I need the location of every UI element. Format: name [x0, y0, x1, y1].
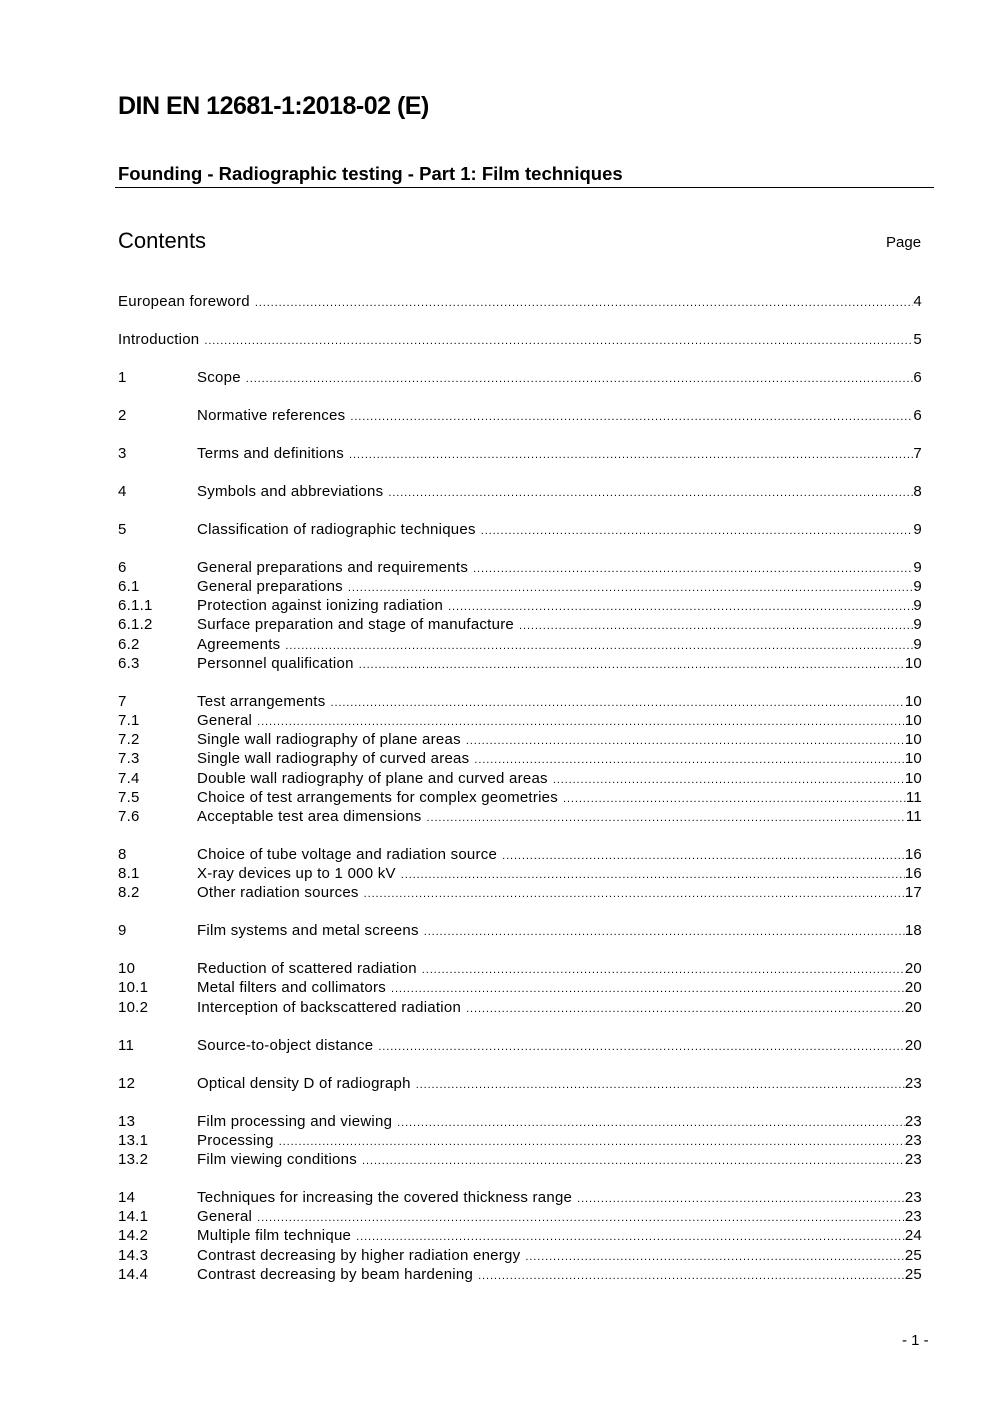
toc-dot-leader: [424, 923, 905, 942]
toc-entry-page: 23: [904, 1131, 922, 1149]
toc-dot-leader: [481, 522, 914, 541]
toc-entry-number: 7: [118, 692, 127, 710]
toc-entry[interactable]: [118, 482, 922, 501]
toc-entry-title: Multiple film technique: [197, 1227, 352, 1245]
toc-entry[interactable]: [118, 1150, 922, 1169]
toc-entry-title: Other radiation sources: [197, 884, 359, 902]
toc-entry[interactable]: [118, 1265, 922, 1284]
toc-entry-title: Symbols and abbreviations: [197, 482, 384, 500]
toc-entry-title: European foreword: [118, 293, 250, 310]
toc-entry-number: 13.1: [118, 1131, 149, 1149]
toc-entry-number: 2: [118, 406, 127, 424]
toc-entry[interactable]: [118, 558, 922, 577]
toc-entry[interactable]: [118, 769, 922, 788]
toc-entry-number: 10.1: [118, 979, 149, 997]
toc-entry-page: 5: [913, 330, 922, 348]
toc-entry-title: Contrast decreasing by higher radiation energy: [197, 1246, 521, 1264]
toc-dot-leader: [364, 885, 905, 904]
toc-entry-number: 9: [118, 922, 127, 940]
toc-entry-page: 9: [913, 520, 922, 538]
toc-entry-title: Optical density D of radiograph: [197, 1074, 411, 1092]
toc-entry-number: 4: [118, 482, 127, 500]
toc-entry-page: 10: [904, 750, 922, 768]
toc-group: [118, 959, 922, 1017]
toc-entry[interactable]: [118, 444, 922, 463]
toc-entry[interactable]: [118, 959, 922, 978]
toc-dot-leader: [478, 1267, 905, 1286]
toc-entry-title: Source-to-object distance: [197, 1036, 374, 1054]
toc-entry[interactable]: [118, 864, 922, 883]
toc-entry-number: 14.2: [118, 1227, 149, 1245]
toc-entry[interactable]: [118, 730, 922, 749]
toc-entry[interactable]: [118, 577, 922, 596]
toc-entry-title: General preparations and requirements: [197, 558, 469, 576]
toc-entry-number: 3: [118, 444, 127, 462]
toc-dot-leader: [553, 771, 905, 790]
toc-entry[interactable]: [118, 292, 922, 311]
toc-dot-leader: [330, 694, 904, 713]
toc-entry[interactable]: [118, 978, 922, 997]
toc-entry-page: 23: [904, 1188, 922, 1206]
toc-entry-number: 14.1: [118, 1208, 149, 1226]
toc-entry[interactable]: [118, 883, 922, 902]
toc-entry-page: 6: [913, 368, 922, 386]
toc-entry-page: 9: [913, 635, 922, 653]
toc-entry[interactable]: [118, 520, 922, 539]
toc-entry-page: 10: [904, 654, 922, 672]
toc-dot-leader: [397, 1114, 905, 1133]
toc-entry-title: General: [197, 1208, 253, 1226]
toc-entry-number: 14: [118, 1188, 136, 1206]
toc-entry-title: Single wall radiography of plane areas: [197, 731, 461, 749]
toc-entry[interactable]: [118, 615, 922, 634]
toc-entry-title: Terms and definitions: [197, 444, 344, 462]
toc-entry[interactable]: [118, 368, 922, 387]
toc-entry-title: Film processing and viewing: [197, 1112, 393, 1130]
toc-entry[interactable]: [118, 1188, 922, 1207]
toc-entry[interactable]: [118, 1226, 922, 1245]
toc-entry-title: Agreements: [197, 635, 281, 653]
toc-dot-leader: [427, 809, 906, 828]
toc-entry-page: 9: [913, 616, 922, 634]
toc-entry-number: 5: [118, 520, 127, 538]
toc-entry[interactable]: [118, 635, 922, 654]
toc-entry-number: 1: [118, 368, 127, 386]
toc-dot-leader: [362, 1152, 905, 1171]
toc-dot-leader: [563, 790, 906, 809]
toc-entry-number: 13: [118, 1112, 136, 1130]
toc-entry-title: Protection against ionizing radiation: [197, 597, 444, 615]
toc-group: [118, 482, 922, 501]
toc-group: [118, 520, 922, 539]
toc-entry-title: Single wall radiography of curved areas: [197, 750, 470, 768]
toc-entry-title: Processing: [197, 1131, 274, 1149]
toc-entry-page: 16: [904, 845, 922, 863]
toc-entry[interactable]: [118, 788, 922, 807]
toc-dot-leader: [246, 370, 914, 389]
toc-entry-number: 6.1.2: [118, 616, 153, 634]
toc-entry-page: 9: [913, 578, 922, 596]
toc-entry-page: 10: [904, 692, 922, 710]
toc-entry-number: 11: [118, 1036, 135, 1054]
toc-group: [118, 845, 922, 903]
toc-entry[interactable]: [118, 330, 922, 349]
toc-dot-leader: [391, 980, 905, 999]
table-of-contents: [118, 292, 922, 1303]
toc-dot-leader: [378, 1038, 904, 1057]
toc-entry[interactable]: [118, 1074, 922, 1093]
toc-group: [118, 444, 922, 463]
toc-entry-number: 6.2: [118, 635, 140, 653]
toc-entry-page: 17: [904, 884, 922, 902]
toc-dot-leader: [401, 866, 905, 885]
toc-entry-number: 10.2: [118, 998, 149, 1016]
toc-entry-title: X-ray devices up to 1 000 kV: [197, 865, 396, 883]
toc-entry-number: 6.3: [118, 654, 140, 672]
document-id: DIN EN 12681-1:2018-02 (E): [118, 92, 429, 120]
toc-entry-page: 6: [913, 406, 922, 424]
toc-entry-title: Test arrangements: [197, 692, 326, 710]
toc-dot-leader: [204, 332, 913, 351]
toc-entry-number: 6: [118, 558, 127, 576]
toc-entry-title: Introduction: [118, 330, 200, 348]
toc-entry-page: 11: [905, 807, 922, 825]
toc-entry[interactable]: [118, 1246, 922, 1265]
toc-group: [118, 406, 922, 425]
toc-entry[interactable]: [118, 1131, 922, 1150]
toc-entry-page: 16: [904, 865, 922, 883]
toc-entry-number: 10: [118, 960, 136, 978]
toc-group: [118, 558, 922, 673]
toc-entry-title: Double wall radiography of plane and curved areas: [197, 769, 548, 787]
toc-entry-title: Surface preparation and stage of manufacture: [197, 616, 515, 634]
toc-group: [118, 692, 922, 826]
toc-entry-number: 8: [118, 845, 127, 863]
toc-entry-title: General preparations: [197, 578, 343, 596]
toc-entry[interactable]: [118, 1207, 922, 1226]
toc-entry-page: 9: [913, 558, 922, 576]
document-title: Founding - Radiographic testing - Part 1: Film techniques: [118, 163, 623, 184]
toc-entry-page: 25: [904, 1246, 922, 1264]
toc-group: [118, 368, 922, 387]
toc-dot-leader: [466, 732, 905, 751]
page-column-heading: Page: [886, 234, 922, 251]
toc-entry-title: Personnel qualification: [197, 654, 354, 672]
toc-entry-page: 10: [904, 769, 922, 787]
toc-entry-page: 20: [904, 1036, 922, 1054]
toc-entry-title: Normative references: [197, 406, 346, 424]
toc-entry[interactable]: [118, 596, 922, 615]
toc-entry-title: Metal filters and collimators: [197, 979, 386, 997]
toc-entry-page: 10: [904, 731, 922, 749]
toc-entry-number: 8.2: [118, 884, 140, 902]
page-number: - 1 -: [902, 1332, 929, 1349]
toc-entry[interactable]: [118, 998, 922, 1017]
toc-entry-title: Reduction of scattered radiation: [197, 960, 417, 978]
toc-dot-leader: [285, 637, 913, 656]
toc-entry-number: 12: [118, 1074, 136, 1092]
toc-group: [118, 1074, 922, 1093]
toc-entry-page: 23: [904, 1150, 922, 1168]
toc-dot-leader: [388, 484, 913, 503]
toc-entry[interactable]: [118, 654, 922, 673]
toc-entry[interactable]: [118, 807, 922, 826]
toc-group: [118, 1112, 922, 1170]
toc-entry-title: Choice of test arrangements for complex geometries: [197, 788, 558, 806]
toc-entry-title: Film viewing conditions: [197, 1150, 357, 1168]
toc-entry[interactable]: [118, 921, 922, 940]
toc-entry[interactable]: [118, 1112, 922, 1131]
toc-entry-title: Contrast decreasing by beam hardening: [197, 1265, 474, 1283]
toc-entry-page: 11: [905, 788, 922, 806]
toc-entry-number: 13.2: [118, 1150, 149, 1168]
toc-entry-page: 18: [904, 922, 922, 940]
toc-entry-title: Interception of backscattered radiation: [197, 998, 462, 1016]
toc-entry-title: Classification of radiographic techniques: [197, 520, 476, 538]
toc-entry-number: 6.1: [118, 578, 140, 596]
toc-entry-number: 7.4: [118, 769, 140, 787]
toc-entry-page: 23: [904, 1074, 922, 1092]
toc-entry-number: 7.6: [118, 807, 140, 825]
title-divider: [115, 187, 934, 188]
toc-dot-leader: [416, 1076, 905, 1095]
toc-group: [118, 921, 922, 940]
toc-entry-title: General: [197, 712, 253, 729]
toc-entry-page: 24: [904, 1227, 922, 1245]
toc-entry-page: 7: [913, 444, 922, 462]
toc-entry-title: Techniques for increasing the covered thickness range: [197, 1188, 573, 1206]
toc-entry[interactable]: [118, 692, 922, 711]
toc-entry-title: Acceptable test area dimensions: [197, 807, 422, 825]
toc-group: [118, 292, 922, 311]
toc-entry-title: Scope: [197, 368, 241, 386]
toc-entry-number: 7.2: [118, 731, 140, 749]
toc-entry-page: 25: [904, 1265, 922, 1283]
toc-dot-leader: [350, 408, 913, 427]
toc-dot-leader: [349, 446, 913, 465]
toc-group: [118, 1036, 922, 1055]
toc-dot-leader: [359, 656, 905, 675]
toc-dot-leader: [422, 961, 905, 980]
toc-entry-page: 9: [913, 597, 922, 615]
toc-entry[interactable]: [118, 749, 922, 768]
toc-entry[interactable]: [118, 1036, 922, 1055]
toc-dot-leader: [473, 560, 913, 579]
toc-entry[interactable]: [118, 845, 922, 864]
toc-entry[interactable]: [118, 711, 922, 730]
toc-entry-page: 23: [904, 1208, 922, 1226]
toc-entry-page: 10: [904, 712, 922, 729]
toc-entry-number: 14.4: [118, 1265, 149, 1283]
toc-entry-number: 7.5: [118, 788, 140, 806]
toc-group: [118, 330, 922, 349]
toc-entry-page: 20: [904, 979, 922, 997]
toc-dot-leader: [519, 617, 913, 636]
toc-entry-page: 8: [913, 482, 922, 500]
toc-entry-number: 8.1: [118, 865, 140, 883]
toc-entry-title: Film systems and metal screens: [197, 922, 419, 940]
contents-heading: Contents: [118, 228, 207, 253]
toc-entry[interactable]: [118, 406, 922, 425]
toc-entry-number: 6.1.1: [118, 597, 153, 615]
toc-dot-leader: [502, 847, 905, 866]
toc-entry-number: 7.1: [118, 712, 140, 729]
toc-entry-page: 20: [904, 960, 922, 978]
toc-entry-page: 20: [904, 998, 922, 1016]
toc-entry-number: 7.3: [118, 750, 140, 768]
toc-entry-page: 23: [904, 1112, 922, 1130]
toc-dot-leader: [279, 1133, 905, 1152]
toc-dot-leader: [255, 294, 914, 313]
toc-entry-title: Choice of tube voltage and radiation source: [197, 845, 498, 863]
toc-dot-leader: [466, 1000, 905, 1019]
toc-entry-number: 14.3: [118, 1246, 149, 1264]
toc-dot-leader: [525, 1248, 904, 1267]
toc-dot-leader: [577, 1190, 905, 1209]
toc-group: [118, 1188, 922, 1284]
toc-entry-page: 4: [913, 293, 922, 310]
